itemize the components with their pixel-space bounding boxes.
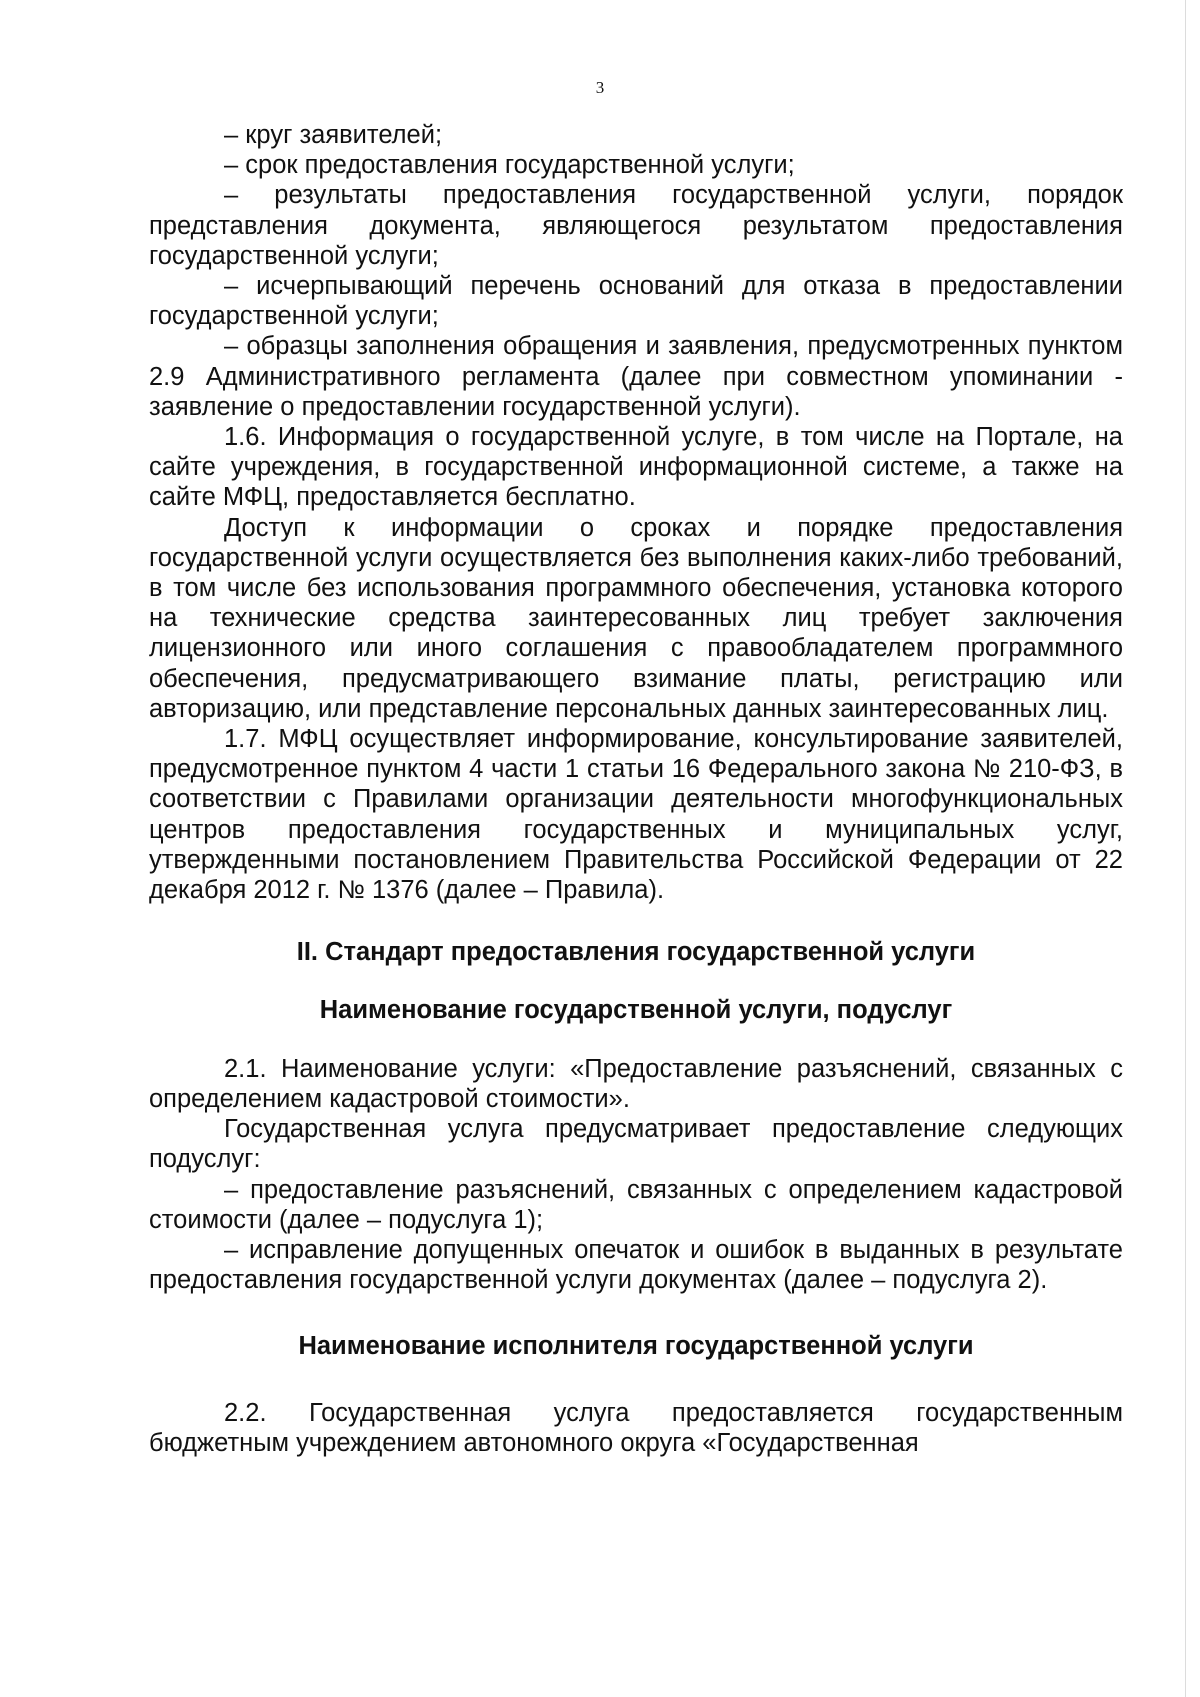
section-title: II. Стандарт предоставления государственной услуги bbox=[296, 938, 976, 967]
paragraph-1-7: 1.7. МФЦ осуществляет информирование, консультирование заявителей, предусмотренное пунктом 4 части 1 статьи 16 Федерального закона № 210-ФЗ, в соответствии с Правилами организации деятельности многофункциональных центров предоставления государственных и муниципальных услуг, утвержденными постановлением Правительства Российской Федерации от 22 декабря 2012 г. № 1376 (далее – Правила). bbox=[149, 725, 1123, 905]
list-item-service-term: – срок предоставления государственной услуги; bbox=[224, 151, 795, 180]
document-body bbox=[149, 120, 1123, 1458]
paragraph-information-access: Доступ к информации о сроках и порядке предоставления государственной услуги осуществляется без выполнения каких-либо требований, в том числе без использования программного обеспечения, установка которого на технические средства заинтересованных лиц требует заключения лицензионного или иного соглашения с правообладателем программного обеспечения, предусматривающего взимание платы, регистрацию или авторизацию, или представление персональных данных заинтересованных лиц. bbox=[149, 513, 1123, 723]
paragraph-2-2: 2.2. Государственная услуга предоставляется государственным бюджетным учреждением автономного округа «Государственная bbox=[149, 1398, 1123, 1457]
list-item-subservice-2: – исправление допущенных опечаток и ошибок в выданных в результате предоставления государственной услуги документах (далее – подуслуга 2). bbox=[149, 1235, 1123, 1295]
list-item-refusal-grounds: – исчерпывающий перечень оснований для отказа в предоставлении государственной услуги; bbox=[149, 272, 1123, 331]
scan-edge-line bbox=[1185, 0, 1186, 1697]
subsection-title-executor: Наименование исполнителя государственной услуги bbox=[298, 1332, 974, 1361]
paragraph-2-1: 2.1. Наименование услуги: «Предоставление разъяснений, связанных с определением кадастровой стоимости». bbox=[149, 1054, 1123, 1113]
list-item-subservice-1: – предоставление разъяснений, связанных с определением кадастровой стоимости (далее – подуслуга 1); bbox=[149, 1175, 1123, 1234]
list-item-sample-forms: – образцы заполнения обращения и заявления, предусмотренных пунктом 2.9 Административного регламента (далее при совместном упоминании - заявление о предоставлении государственной услуги). bbox=[149, 332, 1123, 421]
list-item-applicants: – круг заявителей; bbox=[224, 121, 443, 149]
paragraph-subservices-intro: Государственная услуга предусматривает предоставление следующих подуслуг: bbox=[149, 1115, 1123, 1174]
list-item-service-results: – результаты предоставления государственной услуги, порядок представления документа, являющегося результатом предоставления государственной услуги; bbox=[149, 181, 1123, 270]
paragraph-1-6: 1.6. Информация о государственной услуге, в том числе на Портале, на сайте учреждения, в государственной информационной системе, а также на сайте МФЦ, предоставляется бесплатно. bbox=[149, 423, 1123, 512]
subsection-title-service-name: Наименование государственной услуги, подуслуг bbox=[319, 996, 953, 1025]
page-number: 3 bbox=[595, 78, 605, 97]
